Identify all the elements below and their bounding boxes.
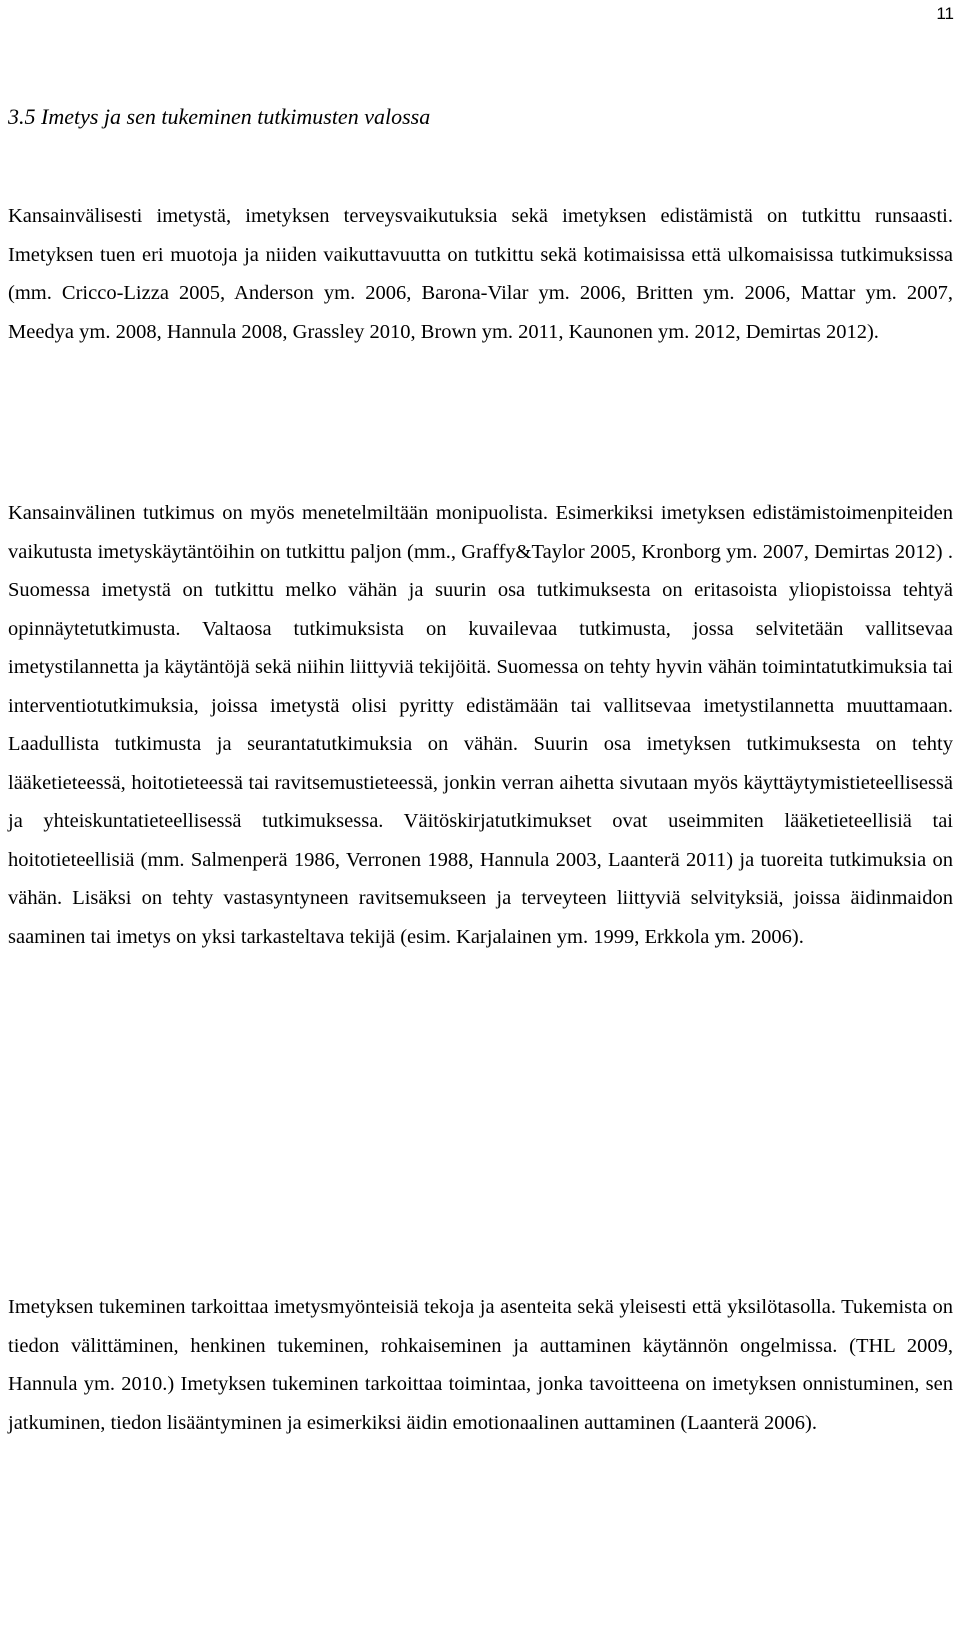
section-heading: 3.5 Imetys ja sen tukeminen tutkimusten valossa xyxy=(8,104,431,129)
paragraph-international-research: Kansainvälisesti imetystä, imetyksen terveysvaikutuksia sekä imetyksen edistämistä on tutkittu runsaasti. Imetyksen tuen eri muotoja ja niiden vaikuttavuutta on tutkittu sekä kotimaisissa että ulkomaisissa tutkimuksissa (mm. Cricco-Lizza 2005, Anderson ym. 2006, Barona-Vilar ym. 2006, Britten ym. 2006, Mattar ym. 2007, Meedya ym. 2008, Hannula 2008, Grassley 2010, Brown ym. 2011, Kaunonen ym. 2012, Demirtas 2012). xyxy=(8,205,953,343)
paragraph-research-methods: Kansainvälinen tutkimus on myös menetelmiltään monipuolista. Esimerkiksi imetyksen edistämistoimenpiteiden vaikutusta imetyskäytäntöihin on tutkittu paljon (mm., Graffy&Taylor 2005, Kronborg ym. 2007, Demirtas 2012) . Suomessa imetystä on tutkittu melko vähän ja suurin osa tutkimuksesta on eritasoista yliopistoissa tehtyä opinnäytetutkimusta. Valtaosa tutkimuksista on kuvailevaa tutkimusta, jossa selvitetään vallitsevaa imetystilannetta ja käytäntöjä sekä niihin liittyviä tekijöitä. Suomessa on tehty hyvin vähän toimintatutkimuksia tai interventiotutkimuksia, joissa imetystä olisi pyritty edistämään tai vallitsevaa imetystilannetta muuttamaan. Laadullista tutkimusta ja seurantatutkimuksia on vähän. Suurin osa imetyksen tutkimuksesta on tehty lääketieteessä, hoitotieteessä tai ravitsemustieteessä, jonkin verran aihetta sivutaan myös käyttäytymistieteellisessä ja yhteiskuntatieteellisessä tutkimuksessa. Väitöskirjatutkimukset ovat useimmiten lääketieteellisiä tai hoitotieteellisiä (mm. Salmenperä 1986, Verronen 1988, Hannula 2003, Laanterä 2011) ja tuoreita tutkimuksia on vähän. Lisäksi on tehty vastasyntyneen ravitsemukseen ja terveyteen liittyviä selvityksiä, joissa äidinmaidon saaminen tai imetys on yksi tarkasteltava tekijä (esim. Karjalainen ym. 1999, Erkkola ym. 2006). xyxy=(8,502,953,948)
paragraph-breastfeeding-support: Imetyksen tukeminen tarkoittaa imetysmyönteisiä tekoja ja asenteita sekä yleisesti että yksilötasolla. Tukemista on tiedon välittäminen, henkinen tukeminen, rohkaiseminen ja auttaminen käytännön ongelmissa. (THL 2009, Hannula ym. 2010.) Imetyksen tukeminen tarkoittaa toimintaa, jonka tavoitteena on imetyksen onnistuminen, sen jatkuminen, tiedon lisääntyminen ja esimerkiksi äidin emotionaalinen auttaminen (Laanterä 2006). xyxy=(8,1296,953,1434)
page-number: 11 xyxy=(936,4,954,23)
